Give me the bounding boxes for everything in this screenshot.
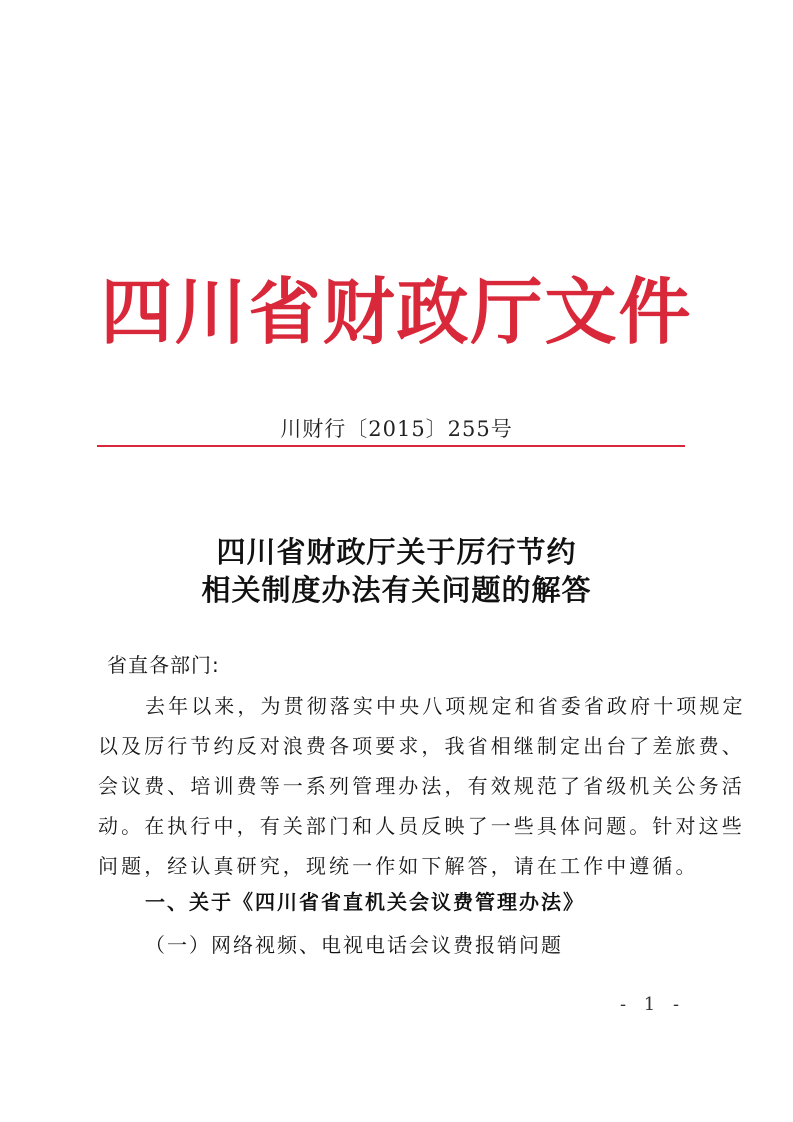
body-text-line: 去年以来，为贯彻落实中央八项规定和省委省政府十项规定 (145, 694, 746, 718)
document-title-line-2: 相关制度办法有关问题的解答 (201, 573, 592, 607)
salutation: 省直各部门: (107, 653, 220, 677)
header-divider (97, 445, 685, 447)
body-text-line: 问题，经认真研究，现统一作如下解答，请在工作中遵循。 (98, 854, 699, 878)
section-heading: 一、关于《四川省省直机关会议费管理办法》 (145, 890, 585, 914)
document-header-title: 四川省财政厅文件 (100, 270, 693, 354)
subsection-heading: （一）网络视频、电视电话会议费报销问题 (145, 933, 563, 957)
document-number: 川财行〔2015〕255号 (280, 417, 513, 441)
document-title-line-1: 四川省财政厅关于厉行节约 (216, 535, 577, 569)
page-number: - 1 - (620, 994, 686, 1015)
body-text-line: 动。在执行中，有关部门和人员反映了一些具体问题。针对这些 (98, 814, 745, 838)
body-text-line: 会议费、培训费等一系列管理办法，有效规范了省级机关公务活 (98, 774, 745, 798)
body-text-line: 以及厉行节约反对浪费各项要求，我省相继制定出台了差旅费、 (98, 734, 745, 758)
